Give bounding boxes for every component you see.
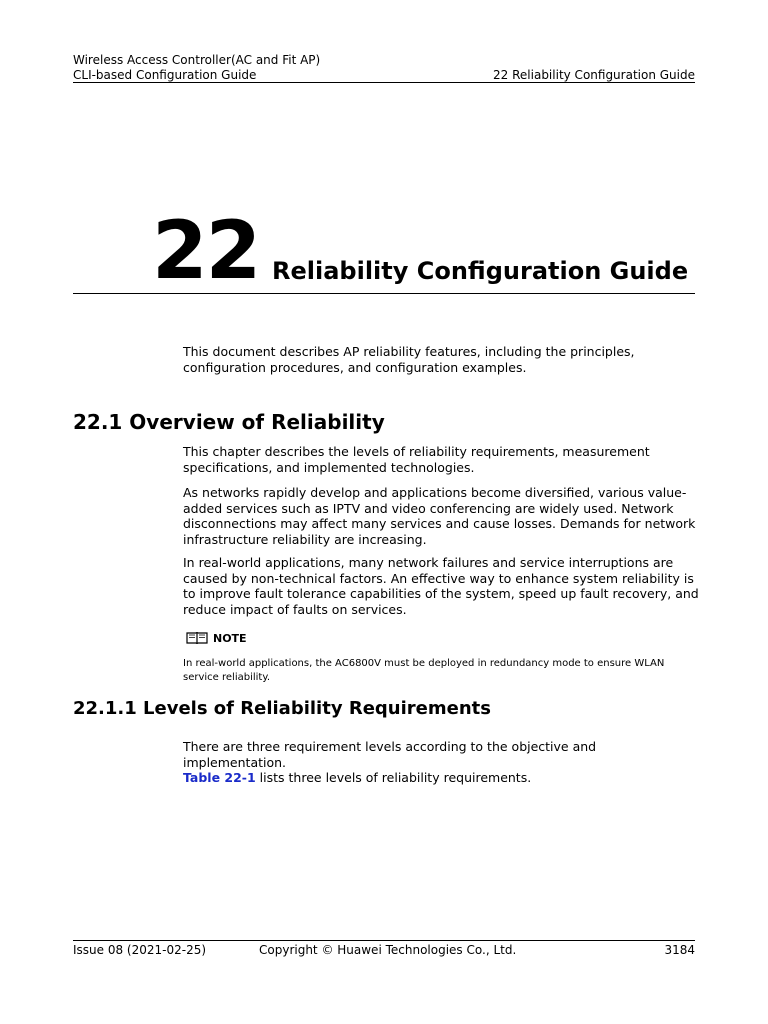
- page-number: 3184: [664, 943, 695, 957]
- header-divider: [73, 82, 695, 83]
- book-icon: [186, 631, 208, 645]
- paragraph-text: There are three requirement levels according to the objective and implementation.: [183, 739, 597, 770]
- chapter-number: 22: [152, 204, 260, 297]
- note-label: NOTE: [213, 632, 247, 645]
- paragraph: [183, 739, 703, 786]
- footer-divider: [73, 940, 695, 941]
- paragraph: In real-world applications, many network failures and service interruptions are caused by non-technical factors. An effective way to enhance system reliability is to improve fault tolerance capabilities of the system, speed up fault recovery, and reduce impact of faults on services.: [183, 555, 699, 617]
- section-heading: 22.1 Overview of Reliability: [73, 410, 385, 434]
- footer-issue: Issue 08 (2021-02-25): [73, 943, 207, 957]
- paragraph-text: lists three levels of reliability requirements.: [255, 770, 532, 786]
- subsection-heading: 22.1.1 Levels of Reliability Requirements: [73, 698, 491, 719]
- note-text: In real-world applications, the AC6800V must be deployed in redundancy mode to ensure WLAN service reliability.: [183, 658, 665, 683]
- table-link[interactable]: Table 22-1: [183, 770, 256, 786]
- chapter-title: Reliability Configuration Guide: [272, 257, 689, 285]
- note-header: [186, 631, 247, 647]
- header-product: Wireless Access Controller(AC and Fit AP): [73, 53, 321, 67]
- footer-copyright: Copyright © Huawei Technologies Co., Ltd.: [259, 943, 517, 957]
- header-chapter-title: 22 Reliability Configuration Guide: [493, 68, 695, 82]
- chapter-intro: This document describes AP reliability features, including the principles, configuration procedures, and configuration examples.: [183, 344, 635, 375]
- chapter-title-divider: [73, 293, 695, 294]
- header-guide-title: CLI-based Configuration Guide: [73, 68, 257, 82]
- paragraph: As networks rapidly develop and applications become diversified, various value-added services such as IPTV and video conferencing are widely used. Network disconnections may affect many services and cause losses. Demands for network infrastructure reliability are increasing.: [183, 485, 696, 547]
- paragraph: This chapter describes the levels of reliability requirements, measurement specifications, and implemented technologies.: [183, 444, 650, 475]
